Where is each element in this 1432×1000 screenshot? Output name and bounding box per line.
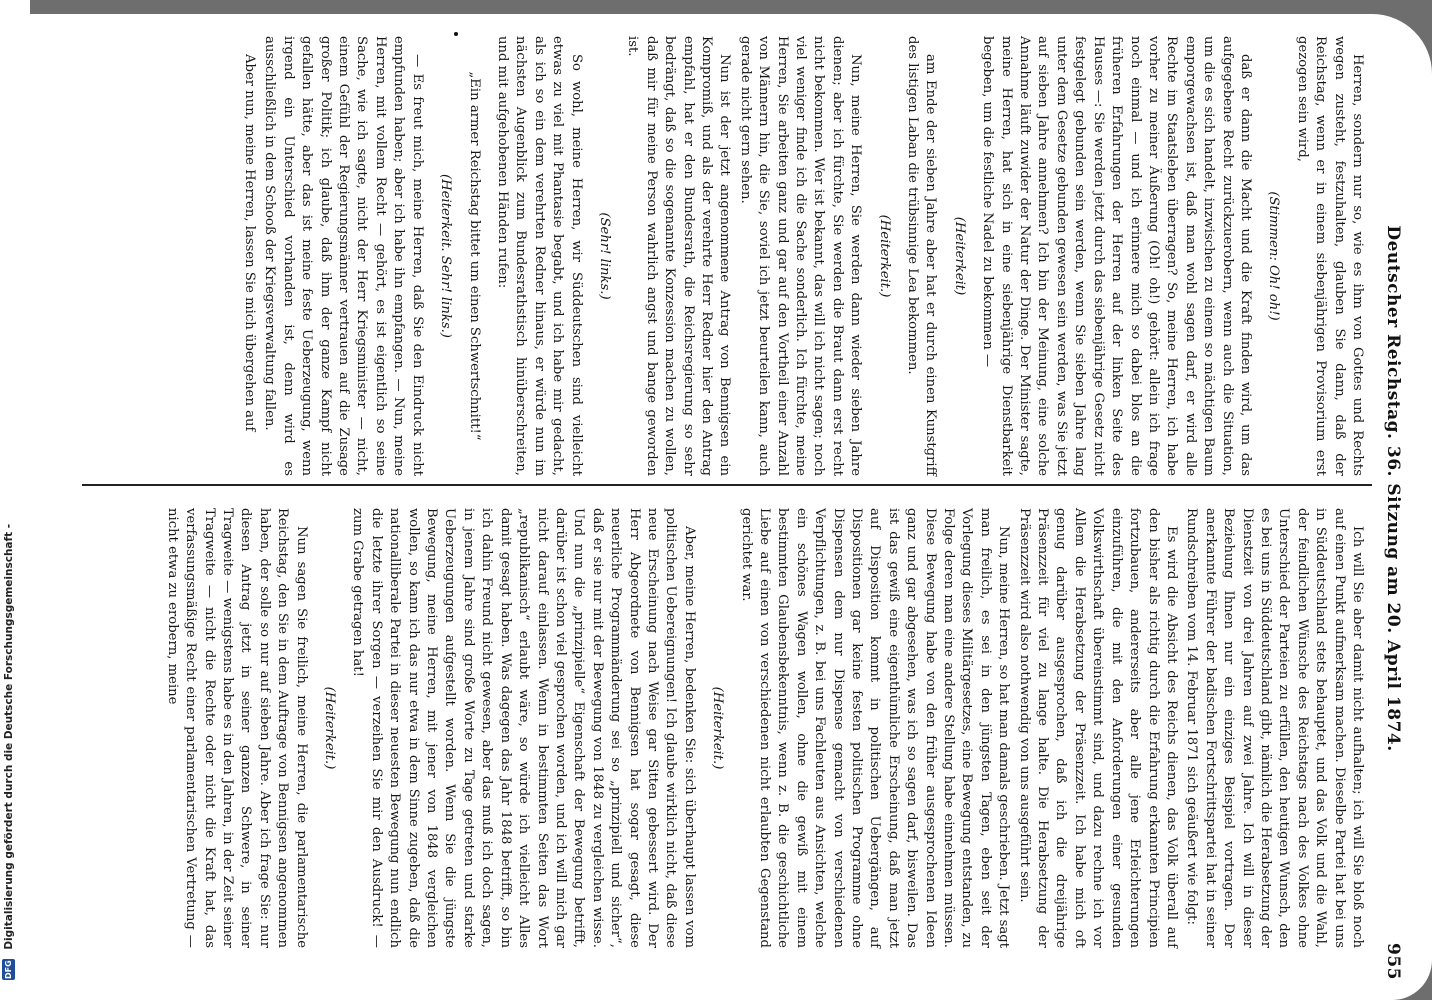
paragraph: So wohl, meine Herren, wir Süddeutschen sind vielleicht etwas zu viel mit Phantasie begabt, und ich habe mir gedacht, als ich so ein dem verehrten Redner hinaus, er würde nun im nächsten Augenblick zum Bundesrathstisch hinüberschreiten, und mit aufgehobenen Händen rufen: bbox=[494, 36, 584, 476]
paragraph: Nun, meine Herren, Sie werden dann wieder sieben Jahre dienen; aber ich fürchte, Sie werden die Braut dann erst recht nicht bekommen. Wer ist bekannt, das will ich nicht sagen; noch viel weniger finde ich die Sache sonderlich. Ich fürchte, meine Herren, Sie arbeiten ganz und gar auf den Vortheil einer Anzahl von Männern hin, die Sie, soviel ich jetzt beurteilen kann, auch gerade nicht gern sehen. bbox=[737, 36, 864, 476]
paragraph: am Ende der sieben Jahre aber hat er durch einen Kunstgriff des listigen Laban die trübsinnige Lea bekommen. bbox=[905, 36, 939, 476]
paragraph: — Es freut mich, meine Herren, daß Sie den Eindruck nicht empfunden haben; aber ich habe ihn empfangen. — Nun, meine Herren, mit vollem Recht — gehört, es ist eigentlich so seine Sache, wie ich sagte, nicht der Herr Kriegsminister — nicht, einem Gefühl der Regierungsmänner vertrauen auf die Zusage großer Politik; ich glaube, daß ihm der ganze Kampf nicht gefallen hätte, aber das ist meine feste Ueberzeugung, wenn irgend ein Unterschied vorhanden ist, denn wird es ausschließlich in dem Schooß der Kriegsverwaltung fallen. bbox=[262, 36, 425, 476]
page-header-title: Deutscher Reichstag. 36. Sitzung am 20. April 1874. bbox=[1383, 225, 1403, 752]
credit-text: Digitalisierung gefördert durch die Deutsche Forschungsgemeinschaft - bbox=[3, 523, 15, 950]
left-column bbox=[238, 36, 1366, 476]
paragraph: Nun ist der jetzt angenommene Antrag von Bennigsen ein Kompromiß, und als der verehrte Herr Redner hier den Antrag empfahl, hat er den Bundesrath, die Reichsregierung so sehr bedrängt, daß so die sogenannte Konzession machen zu wollen, daß mir für meine Person wahrlich angst und bange geworden ist. bbox=[625, 36, 733, 476]
right-column bbox=[160, 508, 1366, 948]
scanned-page bbox=[30, 14, 1432, 1000]
stage-direction: (Heiterkeit.) bbox=[876, 214, 892, 298]
quotation: „Ein armer Reichstag bittet um einen Schwertschnitt!“ bbox=[466, 71, 482, 441]
paragraph: Aber, meine Herren, bedenken Sie: sich überhaupt lassen vom politischen Uebereignungen! Ich glaube wirklich nicht, daß diese neue Erscheinung nach Weise gar Sitten gebessert wird. Der Herr Abgeordnete von Bennigsen hat sogar gesagt, diese neuerliche Programmänderung sei so „prinzipiell und sicher“, daß er sie nur mit der Bewegung von 1848 zu vergleichen wisse. Und nun die „prinzipielle“ Eigenschaft der Bewegung betrifft, darüber ist schon viel gesprochen worden, und ich will mich gar nicht darauf einlassen. Wenn in bestimmten Seiten das Wort „republikanisch“ erlaubt wäre, so würde ich vielleicht Alles damit gesagt haben. Was dagegen das Jahr 1848 betrifft, so bin ich dahin Freund nicht gewesen, aber das muß ich doch sagen, in jenem Jahre sind große Worte zu Tage getreten und starke Ueberzeugungen aufgestellt worden. Wenn Sie die jüngste Bewegung, meine Herren, mit jener von 1848 vergleichen wollen, so kann ich das nur etwa in dem Sinne zugeben, daß die nationalliberale Partei in dieser neuesten Bewegung nun endlich die letzte ihrer Sorgen — verzeihen Sie mir den Ausdruck! — zum Grabe getragen hat! bbox=[350, 508, 697, 948]
digitization-credit bbox=[2, 0, 28, 980]
stage-direction: (Heiterkeit.) bbox=[322, 686, 338, 770]
paragraph: Nun sagen Sie freilich, meine Herren, die parlamentarische Reichstag, den Sie in dem Auftrage von Bennigsen angenommen haben, der solle so nur auf sieben Jahre. Aber ich frage Sie: nur diesen Antrag jetzt in seiner ganzen Schwere, in seiner Tragweite — wenigstens habe es in den Jahren, in der Zeit seiner Tragweite — nicht die Rechte oder nicht die Kraft hat, das verfassungsmäßige Recht einer parlamentarischen Vertretung — nicht etwa zu erobern, meine bbox=[164, 508, 309, 948]
digitization-credit-strip bbox=[0, 0, 30, 1000]
paragraph: Nun, meine Herren, so hat man damals geschrieben. Jetzt sagt man freilich, es sei in den jüngsten Tagen, eben seit der Vorlegung dieses Militärgesetzes, eine Bewegung entstanden, zu Folge deren man eine andere Stellung habe einnehmen müssen. Diese Bewegung habe von den früher ausgesprochenen Ideen ganz und gar abgesehen, was ich so sagen darf, bisweilen. Das ist das gewiß eine eigenthümliche Erscheinung, daß man jetzt auf Disposition kommt in politischen Uebergängen, auf Dispositionen gar keine festen politischen Programme ohne Dispensen dem nur Dispense gemacht von verschiedenen Verpflichtungen, z. B. bei uns Fachleuten aus Ansichten, welche ein schönes Wagen wollen, ohne die gewiß mit einem bestimmten Glaubensbekenntnis, wenn z. B. die geschichtliche Liebe auf einen von verschiedenen nicht erlaubten Gegenstand gerichtet war. bbox=[738, 508, 1012, 948]
dfg-logo: DFG bbox=[4, 960, 13, 979]
paragraph: Aber nun, meine Herren, lassen Sie mich übergehen auf bbox=[242, 54, 258, 432]
page-content-rotated bbox=[30, 14, 1432, 1000]
stage-direction: (Stimmen: Oh! oh!) bbox=[1266, 191, 1282, 321]
paragraph: Ich will Sie aber damit nicht aufhalten; ich will Sie bloß noch auf einen Punkt aufmerksam machen. Dieselbe Partei hat bei uns in Süddeutschland stets behauptet, und das Volk und die Wahl, der feindlichen Wünsche des Reichstags nach des Volkes ohne Unterschied der Parteien zu erfüllen, den heutigen Wunsch, den es bei uns in Süddeutschland gibt, nämlich die Herabsetzung der Dienstzeit von drei Jahren auf zwei Jahre. Ich will in dieser Beziehung Ihnen nur ein einziges Beispiel vortragen. Der anerkannte Führer der badischen Fortschrittspartei hat in seiner Rundschreiben vom 14. Februar 1871 sich geäußert wie folgt: bbox=[1184, 508, 1365, 948]
stage-direction: (Heiterkeit) bbox=[951, 216, 967, 296]
page-number: 955 bbox=[1383, 943, 1403, 980]
paragraph: Herren, sondern nur so, wie es ihm von Gottes und Rechts wegen zusteht, festzuhalten, glauben Sie dann, daß der Reichstag, wenn er in einem siebenjährigen Provisorium erst gezogen sein wird, bbox=[1294, 36, 1365, 476]
stage-direction: (Heiterkeit.) bbox=[710, 686, 726, 770]
column-divider bbox=[82, 484, 1372, 486]
stage-direction: (Heiterkeit. Sehr! links.) bbox=[438, 174, 454, 338]
paragraph: Es wird die Absicht des Reichs dienen, das Volk überall auf den bisher als richtig durch die Erfahrung erkannten Principien fortzubauen, andererseits aber alle jene Erleichterungen einzuführen, die mit den Anforderungen einer gesunden Volkswirthschaft übereinstimmt sind, und dazu rechne ich vor Allem die Herabsetzung der Präsenzzeit. Ich habe mich oft genug darüber ausgesprochen, daß ich die dreijährige Präsenzzeit für viel zu lange halte. Die Herabsetzung der Präsenzzeit wird also nothwendig von uns ausgeführt sein. bbox=[1016, 508, 1179, 948]
paragraph: daß er dann die Macht und die Kraft finden wird, um das aufgegebene Recht zurückzuerobern, wenn auch die Situation, um die es sich handelt, inzwischen zu einem so mächtigen Baum emporgewachsen ist, daß man wohl sagen darf, er wird alle Rechte im Staatsleben überragen? So, meine Herren, ich habe vorher zu meiner Äußerung (Oh! oh!) gehört: allein ich frage noch einmal — und ich erinnere mich so dabei blos an die früheren Erfahrungen der Herren auf der linken Seite des Hauses —: Sie werden jetzt durch das siebenjährige Gesetz nicht festgelegt gebunden sein werden, wenn Sie sieben Jahre lang unter dem Gesetze gebunden gewesen sein werden, was Sie jetzt auf sieben Jahre annehmen? Ich bin der Meinung, eine solche Annahme läuft zuwider der Natur der Dinge. Der Minister sagte, meine Herren, hat sich in eine siebenjährige Dienstbarkeit begeben, um die festliche Nadel zu bekommen — bbox=[980, 36, 1253, 476]
page-header bbox=[1376, 34, 1410, 980]
stage-direction: (Sehr! links.) bbox=[596, 212, 612, 300]
